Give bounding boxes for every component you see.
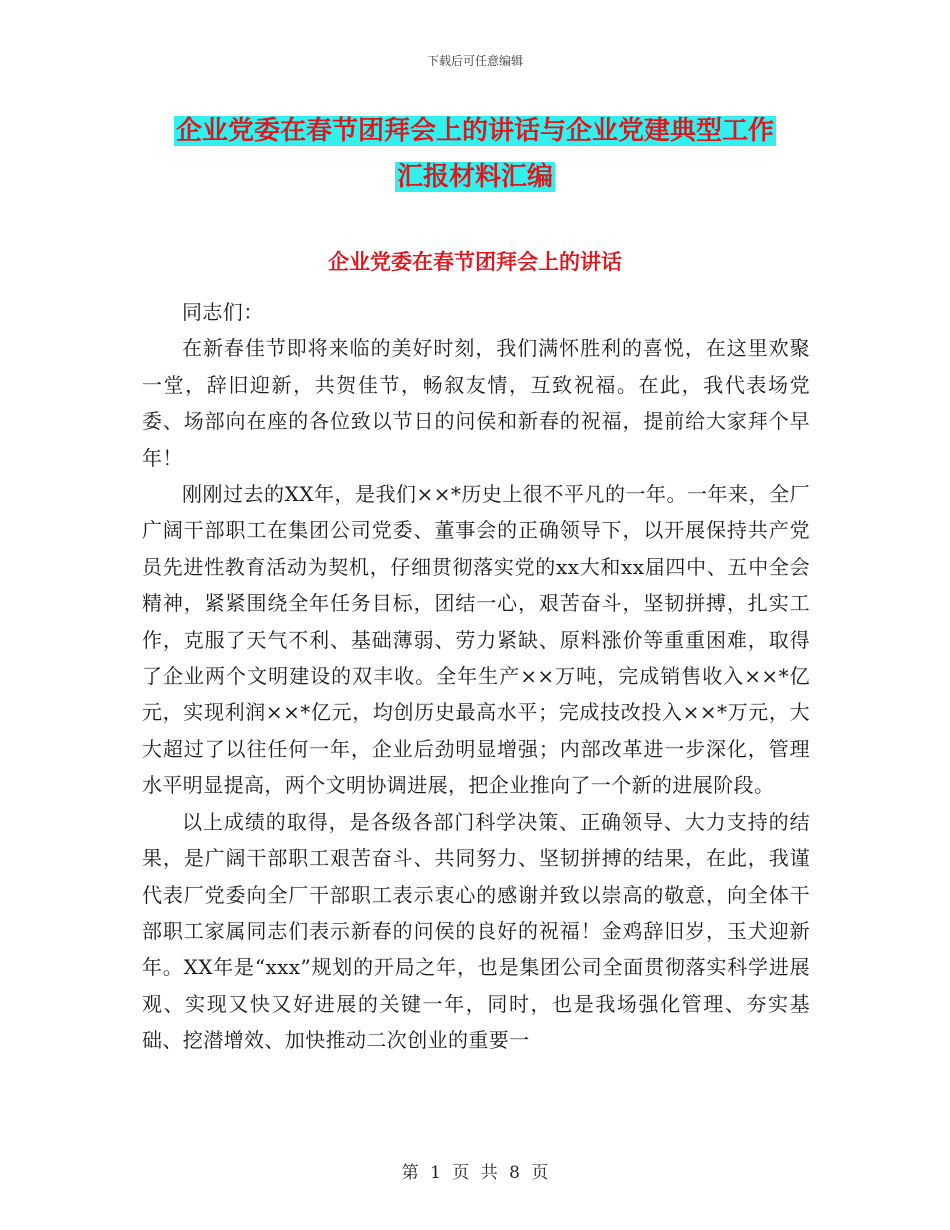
paragraph: 在新春佳节即将来临的美好时刻，我们满怀胜利的喜悦，在这里欢聚一堂，辞旧迎新，共贺佳节，畅叙友情，互致祝福。在此，我代表场党委、场部向在座的各位致以节日的问侯和新春的祝福，提前给大家拜个早年！ xyxy=(142,336,810,470)
body-text xyxy=(142,294,810,1059)
header-note: 下载后可任意编辑 xyxy=(426,54,523,68)
document-title-line-2: 汇报材料汇编 xyxy=(396,162,553,192)
paragraph: 刚刚过去的XX年，是我们××*历史上很不平凡的一年。一年来，全厂广阔干部职工在集团公司党委、董事会的正确领导下，以开展保持共产党员先进性教育活动为契机，仔细贯彻落实党的xx大和xx届四中、五中全会精神，紧紧围绕全年任务目标，团结一心，艰苦奋斗，坚韧拼搏，扎实工作，克服了天气不利、基础薄弱、劳力紧缺、原料涨价等重重困难，取得了企业两个文明建设的双丰收。全年生产××万吨，完成销售收入××*亿元，实现利润××*亿元，均创历史最高水平；完成技改投入××*万元，大大超过了以往任何一年，企业后劲明显增强；内部改革进一步深化，管理水平明显提高，两个文明协调进展，把企业推向了一个新的进展阶段。 xyxy=(142,482,810,798)
section-title: 企业党委在春节团拜会上的讲话 xyxy=(328,249,622,274)
paragraph: 以上成绩的取得，是各级各部门科学决策、正确领导、大力支持的结果，是广阔干部职工艰苦奋斗、共同努力、坚韧拼搏的结果，在此，我谨代表厂党委向全厂干部职工表示衷心的感谢并致以崇高的敬意，向全体干部职工家属同志们表示新春的问侯的良好的祝福！金鸡辞旧岁，玉犬迎新年。XX年是“xxx”规划的开局之年，也是集团公司全面贯彻落实科学进展观、实现又快又好进展的关键一年，同时，也是我场强化管理、夯实基础、挖潜增效、加快推动二次创业的重要一 xyxy=(142,809,810,1053)
greeting: 同志们： xyxy=(182,300,264,324)
document-title-line-1: 企业党委在春节团拜会上的讲话与企业党建典型工作 xyxy=(175,116,774,146)
document-title xyxy=(0,108,950,200)
page-number-footer: 第 1 页 共 8 页 xyxy=(401,1163,549,1183)
